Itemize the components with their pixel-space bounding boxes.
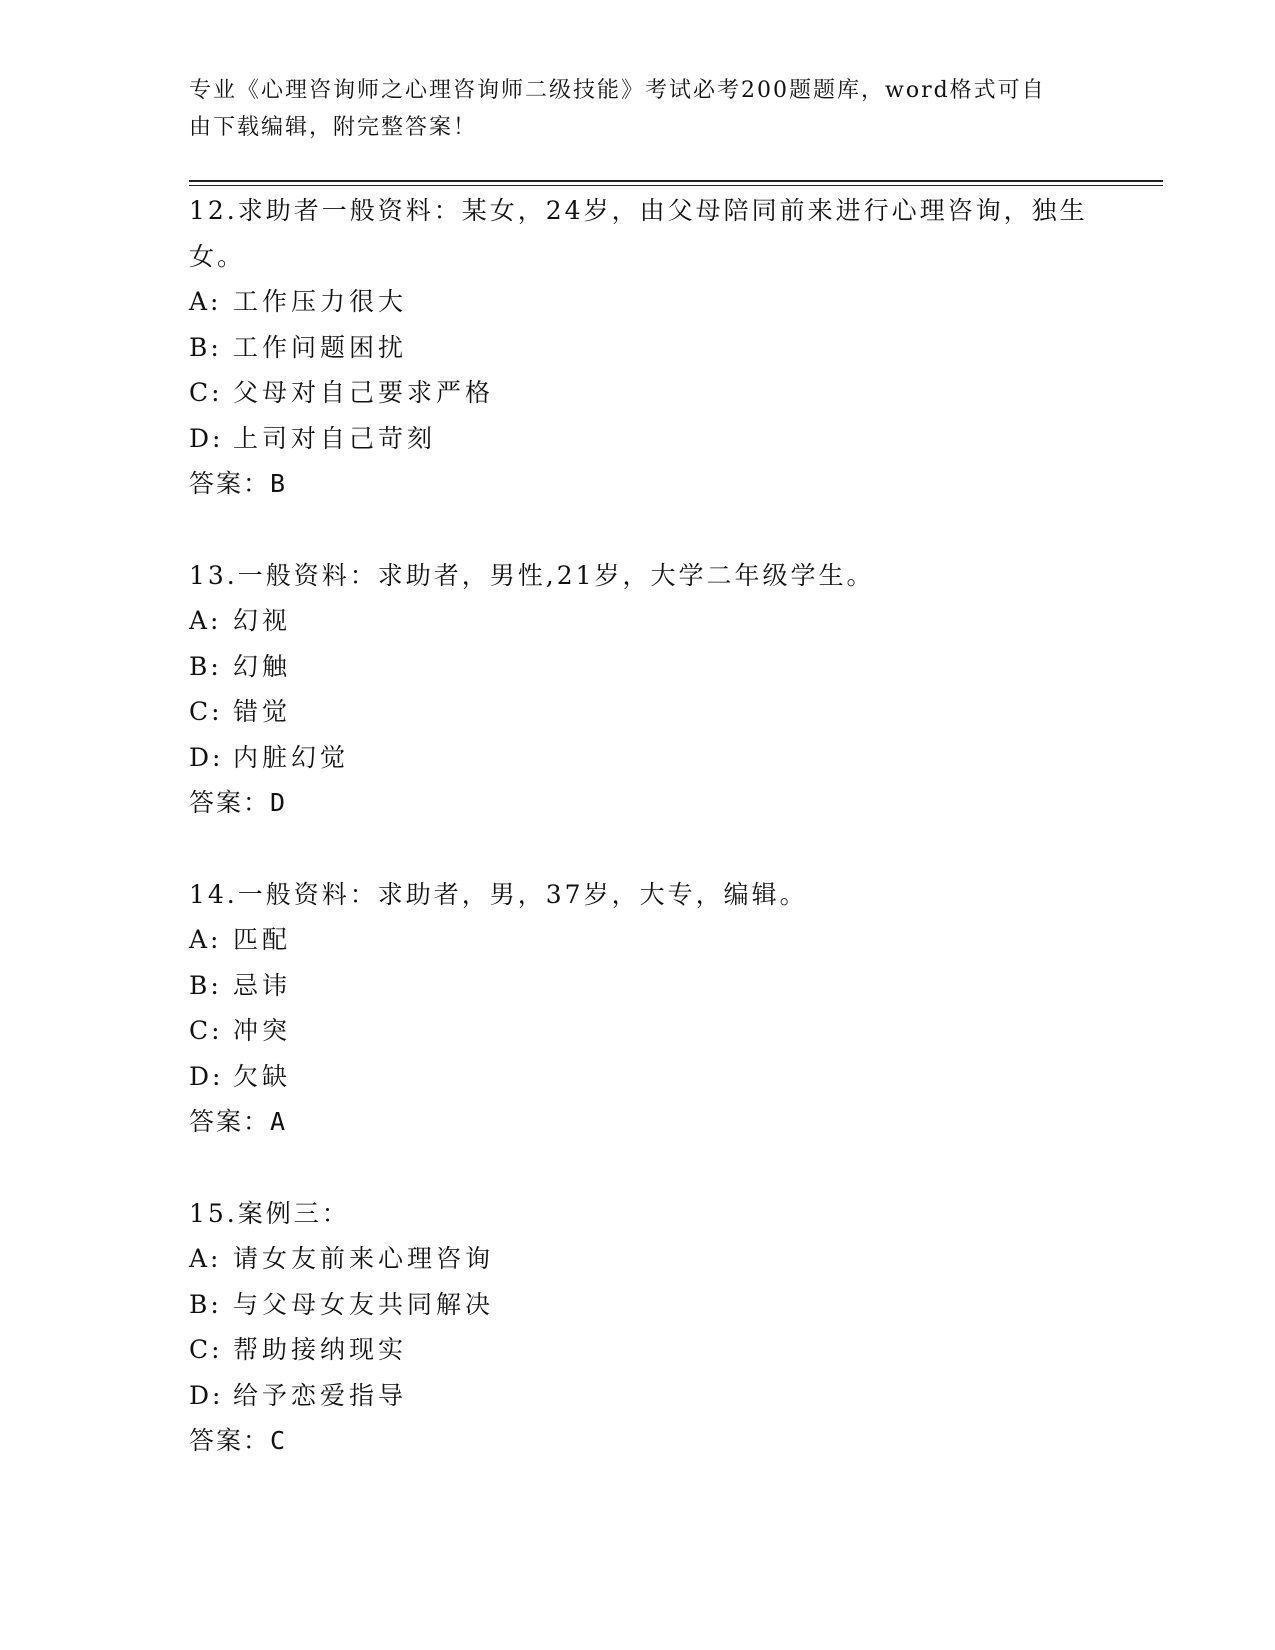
option-text: 工作压力很大 bbox=[233, 287, 408, 316]
option-d bbox=[189, 1373, 1089, 1419]
option-text: 错觉 bbox=[233, 697, 292, 726]
option-a bbox=[189, 598, 1089, 644]
question-stem: 12.求助者一般资料：某女，24岁，由父母陪同前来进行心理咨询，独生女。 bbox=[189, 196, 1088, 271]
answer-label: 答案： bbox=[189, 1426, 271, 1455]
option-a bbox=[189, 279, 1089, 325]
option-letter: D: bbox=[189, 1061, 224, 1091]
option-letter: D: bbox=[189, 1380, 224, 1410]
option-letter: D: bbox=[189, 423, 224, 453]
question-stem: 14.一般资料：求助者，男，37岁，大专，编辑。 bbox=[189, 879, 808, 909]
option-text: 匹配 bbox=[233, 925, 292, 954]
option-letter: C: bbox=[189, 1016, 223, 1045]
header-divider-thin bbox=[189, 185, 1163, 186]
answer-line bbox=[189, 780, 1089, 826]
option-text: 与父母女友共同解决 bbox=[233, 1289, 495, 1319]
option-text: 忌讳 bbox=[233, 970, 292, 1000]
answer-line bbox=[189, 461, 1089, 507]
question-14 bbox=[189, 872, 1089, 1145]
answer-label: 答案： bbox=[189, 469, 271, 498]
option-text: 上司对自己苛刻 bbox=[233, 423, 437, 453]
option-a bbox=[189, 917, 1089, 963]
question-list bbox=[189, 188, 1089, 1510]
option-letter: A: bbox=[189, 287, 222, 316]
option-text: 幻触 bbox=[233, 651, 292, 681]
option-c bbox=[189, 1327, 1089, 1373]
option-letter: A: bbox=[189, 925, 222, 954]
option-letter: B: bbox=[189, 1289, 222, 1319]
option-c bbox=[189, 689, 1089, 735]
document-header bbox=[189, 72, 1069, 146]
header-divider-thick bbox=[189, 180, 1163, 182]
option-letter: C: bbox=[189, 697, 223, 726]
option-d bbox=[189, 1054, 1089, 1100]
option-letter: A: bbox=[189, 606, 222, 635]
option-b bbox=[189, 644, 1089, 690]
answer-label: 答案： bbox=[189, 788, 271, 817]
answer-value: B bbox=[270, 469, 288, 498]
option-text: 内脏幻觉 bbox=[233, 742, 350, 772]
option-letter: C: bbox=[189, 1335, 223, 1364]
question-stem: 13.一般资料：求助者，男性,21岁，大学二年级学生。 bbox=[189, 560, 875, 590]
option-text: 工作问题困扰 bbox=[233, 332, 408, 362]
option-d bbox=[189, 416, 1089, 462]
option-text: 冲突 bbox=[233, 1016, 292, 1045]
header-line-1: 专业《心理咨询师之心理咨询师二级技能》考试必考200题题库，word格式可自 bbox=[189, 78, 1046, 103]
answer-line bbox=[189, 1099, 1089, 1145]
option-c bbox=[189, 370, 1089, 416]
option-letter: C: bbox=[189, 378, 223, 407]
answer-label: 答案： bbox=[189, 1107, 271, 1136]
option-letter: B: bbox=[189, 651, 222, 681]
answer-line bbox=[189, 1418, 1089, 1464]
header-line-2: 由下载编辑，附完整答案！ bbox=[189, 115, 478, 140]
question-stem: 15.案例三： bbox=[189, 1198, 350, 1228]
option-c bbox=[189, 1008, 1089, 1054]
option-letter: A: bbox=[189, 1244, 222, 1273]
option-text: 欠缺 bbox=[233, 1061, 292, 1091]
option-b bbox=[189, 963, 1089, 1009]
option-text: 父母对自己要求严格 bbox=[233, 378, 495, 407]
answer-value: D bbox=[270, 788, 288, 817]
option-a bbox=[189, 1236, 1089, 1282]
option-text: 帮助接纳现实 bbox=[233, 1335, 408, 1364]
question-15 bbox=[189, 1191, 1089, 1464]
question-13 bbox=[189, 553, 1089, 826]
answer-value: C bbox=[270, 1426, 288, 1455]
option-letter: B: bbox=[189, 970, 222, 1000]
option-letter: B: bbox=[189, 332, 222, 362]
option-letter: D: bbox=[189, 742, 224, 772]
option-d bbox=[189, 735, 1089, 781]
question-12 bbox=[189, 188, 1089, 507]
option-text: 请女友前来心理咨询 bbox=[233, 1244, 495, 1273]
option-text: 幻视 bbox=[233, 606, 292, 635]
option-text: 给予恋爱指导 bbox=[233, 1380, 408, 1410]
option-b bbox=[189, 1282, 1089, 1328]
answer-value: A bbox=[270, 1107, 288, 1136]
option-b bbox=[189, 325, 1089, 371]
